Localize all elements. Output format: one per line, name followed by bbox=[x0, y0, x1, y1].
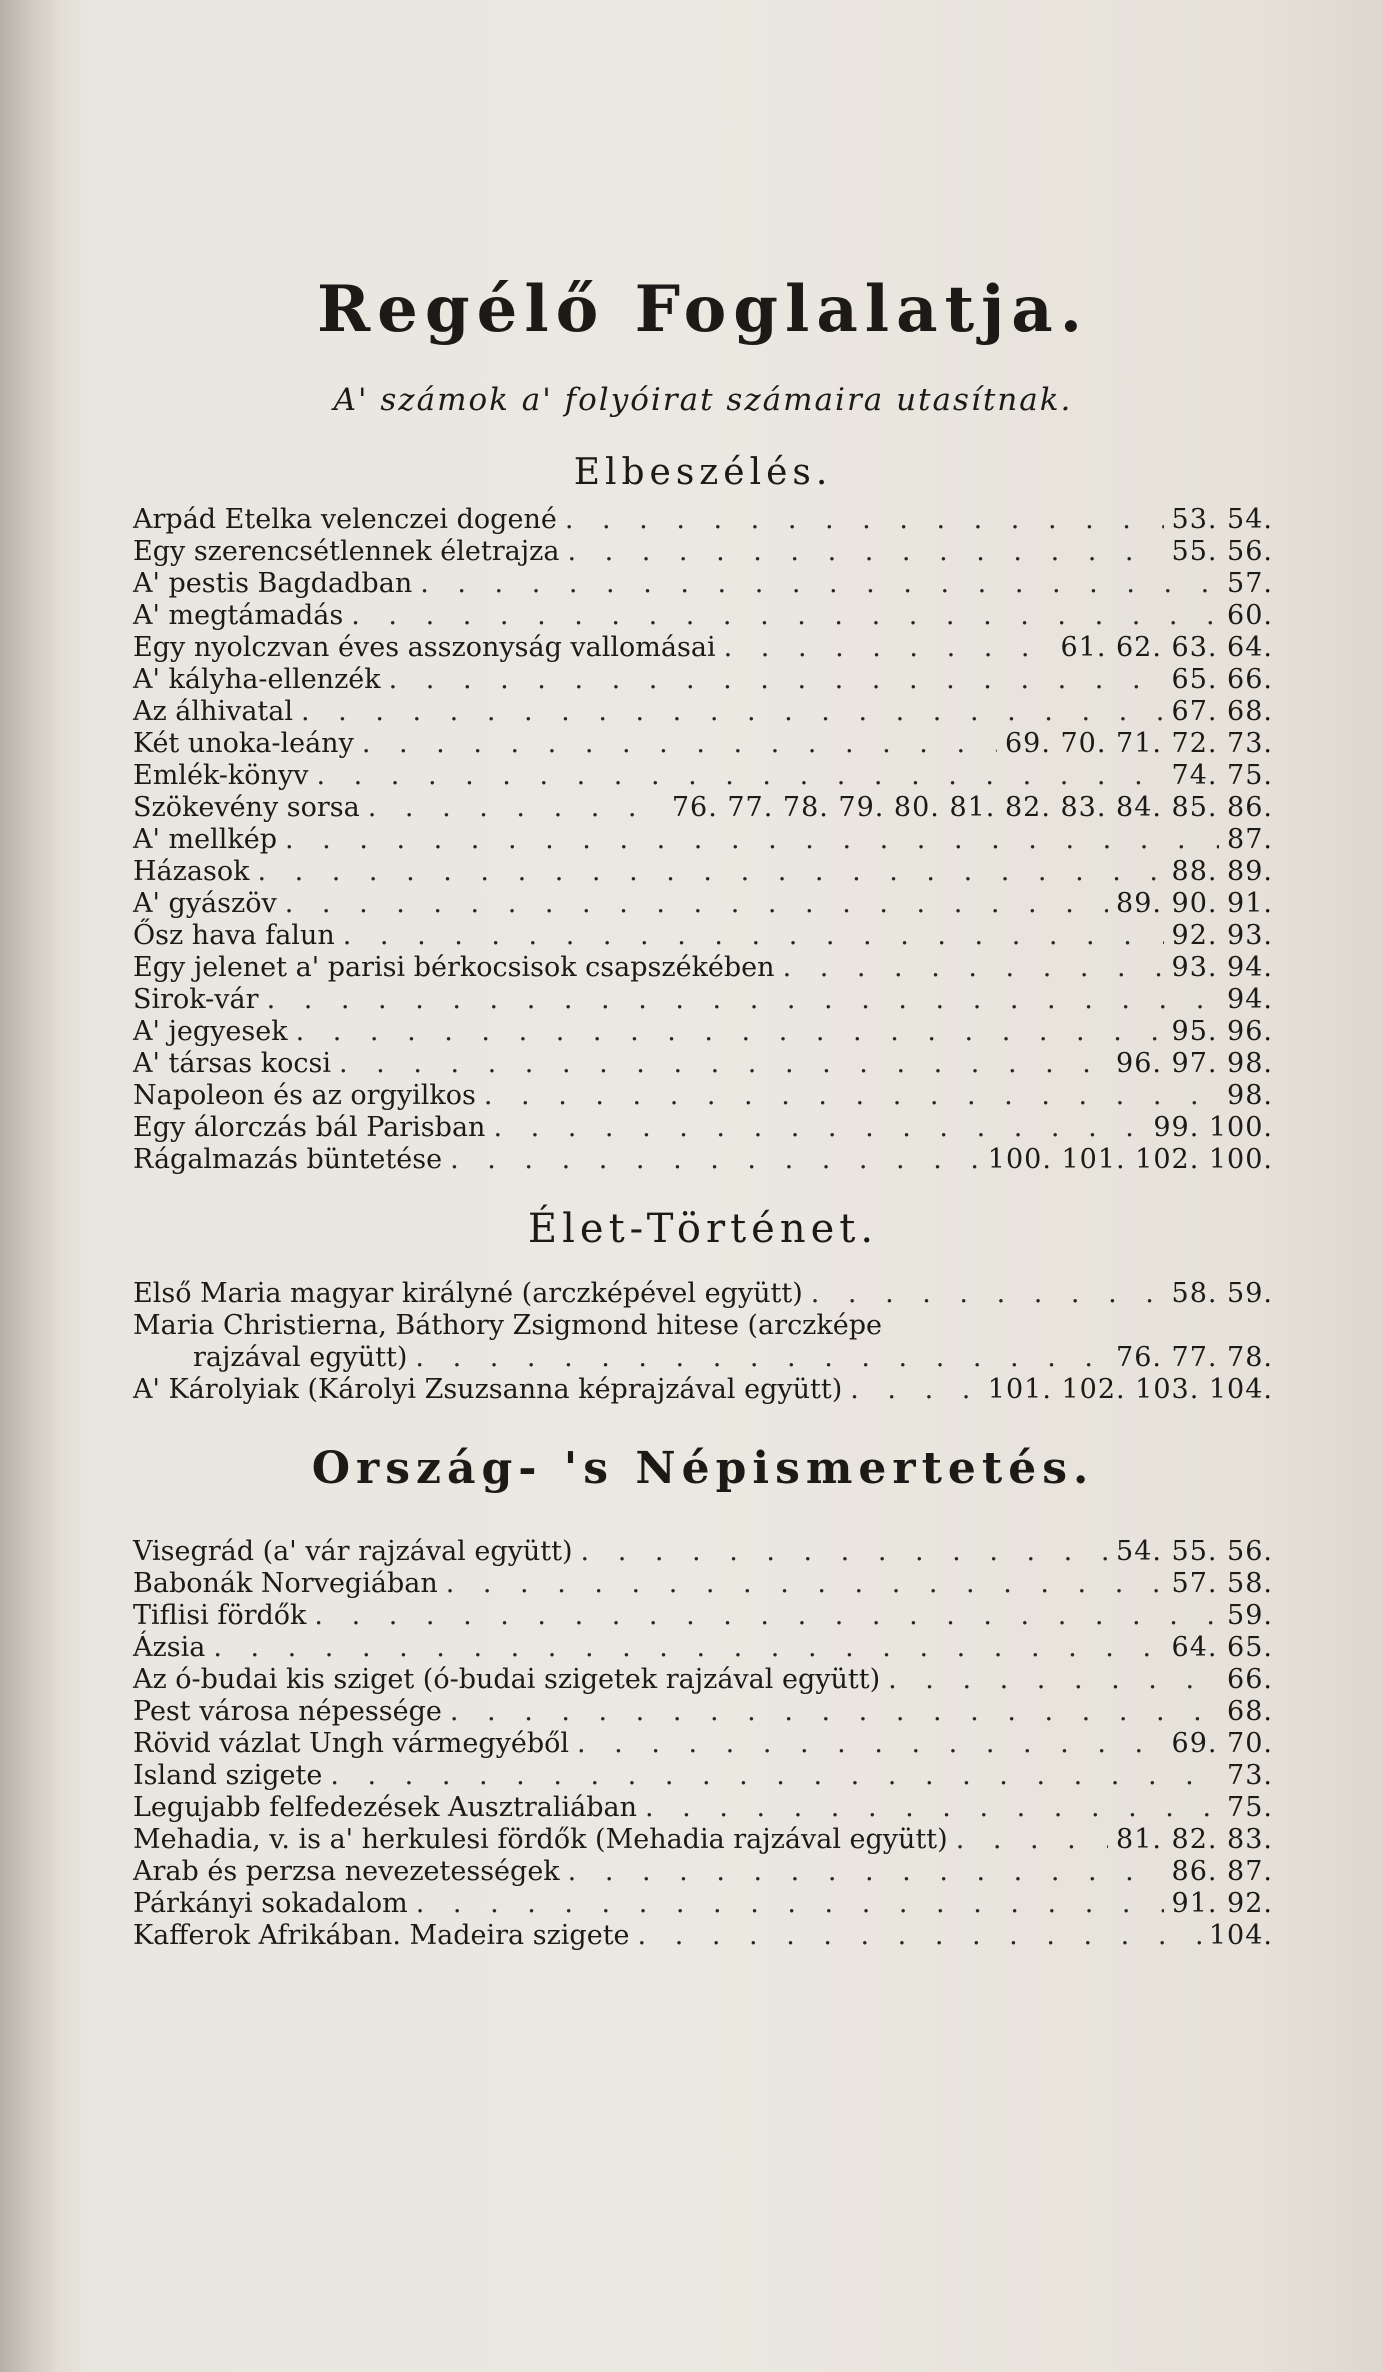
dot-leader bbox=[296, 1016, 1164, 1048]
entry-title: Kafferok Afrikában. Madeira szigete bbox=[133, 1920, 630, 1951]
entry-page-numbers: 96. 97. 98. bbox=[1116, 1048, 1273, 1079]
toc-entry bbox=[133, 1760, 1273, 1792]
entry-title: Egy álorczás bál Parisban bbox=[133, 1112, 486, 1143]
toc-entry bbox=[133, 1310, 1273, 1342]
entry-page-numbers: 55. 56. bbox=[1171, 536, 1273, 567]
dot-leader bbox=[257, 856, 1163, 888]
dot-leader bbox=[339, 1048, 1108, 1080]
entry-title: Első Maria magyar királyné (arczképével együtt) bbox=[133, 1278, 803, 1309]
entry-title: A' pestis Bagdadban bbox=[133, 568, 413, 599]
toc-entry bbox=[133, 600, 1273, 632]
toc-entry bbox=[133, 824, 1273, 856]
entry-title: A' mellkép bbox=[133, 824, 277, 855]
entry-page-numbers: 88. 89. bbox=[1171, 856, 1273, 887]
entry-page-numbers: 66. bbox=[1227, 1664, 1273, 1695]
toc-entry bbox=[133, 1856, 1273, 1888]
entry-list bbox=[133, 1278, 1273, 1406]
entry-page-numbers: 57. bbox=[1227, 568, 1273, 599]
toc-entry bbox=[133, 920, 1273, 952]
section-orszag-nepismertetes bbox=[133, 1443, 1273, 1952]
dot-leader bbox=[638, 1920, 1201, 1952]
entry-page-numbers: 99. 100. bbox=[1153, 1112, 1273, 1143]
entry-title: A' kályha-ellenzék bbox=[133, 664, 381, 695]
entry-title: Rövid vázlat Ungh vármegyéből bbox=[133, 1728, 570, 1759]
entry-page-numbers: 75. bbox=[1227, 1792, 1273, 1823]
section-heading: Ország- 's Népismertetés. bbox=[311, 1443, 1095, 1494]
toc-entry bbox=[133, 1080, 1273, 1112]
entry-list bbox=[133, 1536, 1273, 1952]
dot-leader bbox=[368, 792, 664, 824]
entry-title: Ősz hava falun bbox=[133, 920, 335, 951]
dot-leader bbox=[267, 984, 1219, 1016]
entry-page-numbers: 95. 96. bbox=[1171, 1016, 1273, 1047]
entry-title: Egy szerencsétlennek életrajza bbox=[133, 536, 560, 567]
toc-entry bbox=[133, 536, 1273, 568]
entry-title: rajzával együtt) bbox=[193, 1342, 408, 1373]
entry-title: Napoleon és az orgyilkos bbox=[133, 1080, 476, 1111]
entry-title: Emlék-könyv bbox=[133, 760, 309, 791]
dot-leader bbox=[314, 1600, 1219, 1632]
toc-entry bbox=[133, 1696, 1273, 1728]
entry-title: Babonák Norvegiában bbox=[133, 1568, 438, 1599]
dot-leader bbox=[577, 1728, 1164, 1760]
toc-entry bbox=[133, 792, 1273, 824]
toc-entry bbox=[133, 1600, 1273, 1632]
dot-leader bbox=[888, 1664, 1219, 1696]
entry-title: Két unoka-leány bbox=[133, 728, 354, 759]
section-elbeszeles bbox=[133, 450, 1273, 1176]
dot-leader bbox=[285, 824, 1219, 856]
entry-page-numbers: 98. bbox=[1227, 1080, 1273, 1111]
dot-leader bbox=[567, 536, 1163, 568]
toc-entry bbox=[133, 664, 1273, 696]
entry-page-numbers: 101. 102. 103. 104. bbox=[987, 1374, 1273, 1405]
toc-entry bbox=[133, 568, 1273, 600]
toc-entry bbox=[133, 888, 1273, 920]
dot-leader bbox=[415, 1342, 1108, 1374]
entry-page-numbers: 94. bbox=[1227, 984, 1273, 1015]
dot-leader bbox=[811, 1278, 1164, 1310]
toc-entry bbox=[133, 1016, 1273, 1048]
entry-page-numbers: 69. 70. bbox=[1171, 1728, 1273, 1759]
dot-leader bbox=[343, 920, 1164, 952]
entry-page-numbers: 57. 58. bbox=[1171, 1568, 1273, 1599]
toc-entry bbox=[133, 504, 1273, 536]
entry-title: Maria Christierna, Báthory Zsigmond hitese (arczképe bbox=[133, 1310, 883, 1341]
entry-page-numbers: 76. 77. 78. 79. 80. 81. 82. 83. 84. 85. 86. bbox=[671, 792, 1273, 823]
toc-entry bbox=[133, 1664, 1273, 1696]
entry-title: Island szigete bbox=[133, 1760, 323, 1791]
toc-entry bbox=[133, 632, 1273, 664]
toc-entry bbox=[133, 1048, 1273, 1080]
dot-leader bbox=[389, 664, 1164, 696]
table-of-contents bbox=[133, 270, 1273, 1952]
dot-leader bbox=[285, 888, 1108, 920]
dot-leader bbox=[213, 1632, 1163, 1664]
entry-title: A' társas kocsi bbox=[133, 1048, 331, 1079]
entry-page-numbers: 74. 75. bbox=[1171, 760, 1273, 791]
dot-leader bbox=[450, 1696, 1219, 1728]
toc-entry bbox=[133, 728, 1273, 760]
entry-page-numbers: 54. 55. 56. bbox=[1116, 1536, 1273, 1567]
toc-entry bbox=[133, 1632, 1273, 1664]
dot-leader bbox=[724, 632, 1053, 664]
toc-entry bbox=[133, 696, 1273, 728]
entry-page-numbers: 69. 70. 71. 72. 73. bbox=[1004, 728, 1273, 759]
toc-entry bbox=[133, 1374, 1273, 1406]
entry-title: Arpád Etelka velenczei dogené bbox=[133, 504, 557, 535]
entry-page-numbers: 73. bbox=[1227, 1760, 1273, 1791]
dot-leader bbox=[565, 504, 1164, 536]
toc-entry bbox=[133, 1342, 1273, 1374]
entry-title: A' megtámadás bbox=[133, 600, 344, 631]
entry-title: A' jegyesek bbox=[133, 1016, 288, 1047]
dot-leader bbox=[645, 1792, 1219, 1824]
entry-page-numbers: 92. 93. bbox=[1171, 920, 1273, 951]
dot-leader bbox=[783, 952, 1164, 984]
toc-entry bbox=[133, 856, 1273, 888]
entry-title: Ázsia bbox=[133, 1632, 206, 1663]
entry-title: Pest városa népessége bbox=[133, 1696, 442, 1727]
toc-entry bbox=[133, 1144, 1273, 1176]
toc-entry bbox=[133, 952, 1273, 984]
dot-leader bbox=[850, 1374, 980, 1406]
toc-entry bbox=[133, 1792, 1273, 1824]
dot-leader bbox=[493, 1112, 1145, 1144]
entry-title: Az ó-budai kis sziget (ó-budai szigetek rajzával együtt) bbox=[133, 1664, 881, 1695]
section-elet-tortenet bbox=[133, 1206, 1273, 1406]
entry-page-numbers: 100. 101. 102. 100. bbox=[987, 1144, 1273, 1175]
dot-leader bbox=[568, 1856, 1164, 1888]
entry-title: Egy nyolczvan éves asszonyság vallomásai bbox=[133, 632, 716, 663]
toc-entry bbox=[133, 984, 1273, 1016]
dot-leader bbox=[416, 1888, 1164, 1920]
entry-title: Mehadia, v. is a' herkulesi fördők (Mehadia rajzával együtt) bbox=[133, 1824, 948, 1855]
entry-page-numbers: 53. 54. bbox=[1171, 504, 1273, 535]
dot-leader bbox=[420, 568, 1219, 600]
entry-page-numbers: 91. 92. bbox=[1171, 1888, 1273, 1919]
toc-entry bbox=[133, 1536, 1273, 1568]
toc-entry bbox=[133, 1824, 1273, 1856]
entry-page-numbers: 104. bbox=[1208, 1920, 1273, 1951]
toc-entry bbox=[133, 1888, 1273, 1920]
entry-title: Egy jelenet a' parisi bérkocsisok csapszékében bbox=[133, 952, 775, 983]
entry-page-numbers: 60. bbox=[1227, 600, 1273, 631]
entry-page-numbers: 93. 94. bbox=[1171, 952, 1273, 983]
entry-page-numbers: 61. 62. 63. 64. bbox=[1060, 632, 1273, 663]
entry-title: Házasok bbox=[133, 856, 250, 887]
section-heading: Élet-Történet. bbox=[527, 1206, 879, 1252]
entry-title: Rágalmazás büntetése bbox=[133, 1144, 443, 1175]
entry-title: Legujabb felfedezések Ausztraliában bbox=[133, 1792, 637, 1823]
dot-leader bbox=[362, 728, 997, 760]
entry-page-numbers: 87. bbox=[1227, 824, 1273, 855]
entry-page-numbers: 89. 90. 91. bbox=[1116, 888, 1273, 919]
entry-title: A' gyászöv bbox=[133, 888, 277, 919]
toc-entry bbox=[133, 1112, 1273, 1144]
dot-leader bbox=[450, 1144, 980, 1176]
entry-page-numbers: 86. 87. bbox=[1171, 1856, 1273, 1887]
entry-page-numbers: 65. 66. bbox=[1171, 664, 1273, 695]
page-title: Regélő Foglalatja. bbox=[316, 272, 1090, 347]
page-subtitle: A' számok a' folyóirat számaira utasítnak. bbox=[333, 382, 1073, 418]
toc-entry bbox=[133, 1568, 1273, 1600]
entry-page-numbers: 59. bbox=[1227, 1600, 1273, 1631]
entry-page-numbers: 76. 77. 78. bbox=[1116, 1342, 1273, 1373]
toc-entry bbox=[133, 1728, 1273, 1760]
dot-leader bbox=[351, 600, 1219, 632]
dot-leader bbox=[330, 1760, 1219, 1792]
entry-title: Sirok-vár bbox=[133, 984, 259, 1015]
section-heading: Elbeszélés. bbox=[573, 452, 833, 493]
entry-page-numbers: 68. bbox=[1227, 1696, 1273, 1727]
dot-leader bbox=[484, 1080, 1219, 1112]
dot-leader bbox=[581, 1536, 1108, 1568]
dot-leader bbox=[301, 696, 1164, 728]
entry-page-numbers: 64. 65. bbox=[1171, 1632, 1273, 1663]
dot-leader bbox=[316, 760, 1163, 792]
entry-title: Arab és perzsa nevezetességek bbox=[133, 1856, 560, 1887]
dot-leader bbox=[956, 1824, 1108, 1856]
entry-title: Párkányi sokadalom bbox=[133, 1888, 408, 1919]
entry-page-numbers: 67. 68. bbox=[1171, 696, 1273, 727]
entry-page-numbers: 58. 59. bbox=[1171, 1278, 1273, 1309]
book-spine-shadow bbox=[0, 0, 58, 2372]
toc-entry bbox=[133, 1278, 1273, 1310]
entry-title: Visegrád (a' vár rajzával együtt) bbox=[133, 1536, 573, 1567]
dot-leader bbox=[446, 1568, 1164, 1600]
entry-page-numbers: 81. 82. 83. bbox=[1116, 1824, 1273, 1855]
entry-title: Szökevény sorsa bbox=[133, 792, 360, 823]
toc-entry bbox=[133, 1920, 1273, 1952]
toc-entry bbox=[133, 760, 1273, 792]
entry-list bbox=[133, 504, 1273, 1176]
entry-title: Az álhivatal bbox=[133, 696, 293, 727]
entry-title: Tiflisi fördők bbox=[133, 1600, 307, 1631]
entry-title: A' Károlyiak (Károlyi Zsuzsanna képrajzával együtt) bbox=[133, 1374, 843, 1405]
